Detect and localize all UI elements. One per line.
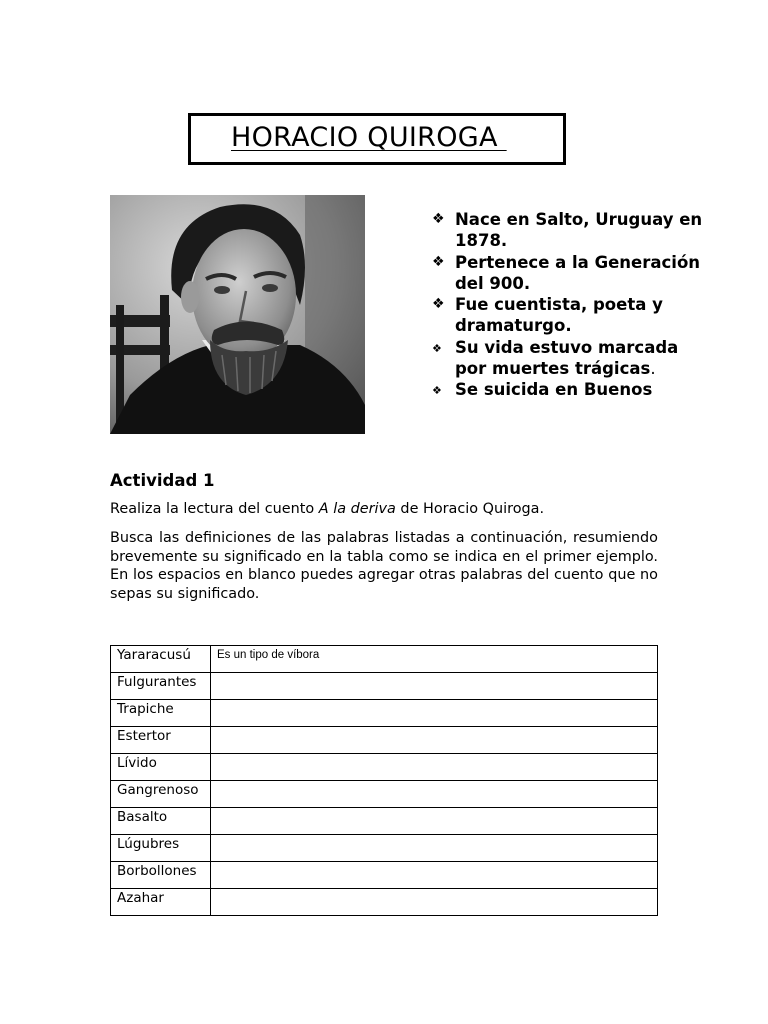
definition-cell[interactable]: Es un tipo de víbora — [211, 646, 658, 673]
table-row — [111, 727, 658, 754]
diamond-bullet-icon: ❖ — [432, 341, 442, 355]
vocabulary-word: Lívido — [111, 754, 211, 781]
diamond-bullet-icon: ❖ — [432, 253, 445, 270]
diamond-bullet-icon: ❖ — [432, 296, 445, 313]
activity-heading: Actividad 1 — [110, 471, 215, 490]
definition-cell[interactable] — [211, 862, 658, 889]
vocabulary-word: Basalto — [111, 808, 211, 835]
biography-list — [432, 209, 712, 417]
vocabulary-table — [110, 645, 658, 916]
vocabulary-word: Gangrenoso — [111, 781, 211, 808]
vocabulary-word: Trapiche — [111, 700, 211, 727]
vocabulary-word: Borbollones — [111, 862, 211, 889]
list-item: ❖ Pertenece a la Generación del 900. — [432, 252, 701, 293]
definition-cell[interactable] — [211, 700, 658, 727]
table-row — [111, 889, 658, 916]
table-row — [111, 700, 658, 727]
list-item: ❖ Fue cuentista, poeta y dramaturgo. — [432, 295, 663, 336]
definition-cell[interactable] — [211, 781, 658, 808]
vocabulary-word: Yararacusú — [111, 646, 211, 673]
activity-instruction: Realiza la lectura del cuento A la deriva de Horacio Quiroga. — [110, 501, 545, 517]
definition-cell[interactable] — [211, 808, 658, 835]
table-row — [111, 646, 658, 673]
list-item: ❖ Se suicida en Buenos — [432, 379, 712, 400]
story-title: A la deriva — [318, 501, 396, 517]
diamond-bullet-icon: ❖ — [432, 384, 442, 398]
table-row — [111, 862, 658, 889]
diamond-bullet-icon: ❖ — [432, 211, 445, 227]
vocabulary-word: Azahar — [111, 889, 211, 916]
page-title: HORACIO QUIROGA — [231, 122, 507, 153]
definition-cell[interactable] — [211, 889, 658, 916]
definition-cell[interactable] — [211, 727, 658, 754]
list-item: ❖ Su vida estuvo marcada por muertes trágicas. — [432, 337, 679, 379]
table-row — [111, 781, 658, 808]
vocabulary-word: Estertor — [111, 727, 211, 754]
list-item: ❖ Nace en Salto, Uruguay en 1878. — [432, 210, 703, 251]
table-row — [111, 754, 658, 781]
author-portrait — [110, 195, 365, 434]
definition-cell[interactable] — [211, 673, 658, 700]
title-box — [188, 113, 566, 165]
table-row — [111, 808, 658, 835]
vocabulary-word: Lúgubres — [111, 835, 211, 862]
table-row — [111, 835, 658, 862]
definition-cell[interactable] — [211, 754, 658, 781]
vocabulary-word: Fulgurantes — [111, 673, 211, 700]
definition-cell[interactable] — [211, 835, 658, 862]
table-row — [111, 673, 658, 700]
activity-description: Busca las definiciones de las palabras listadas a continuación, resumiendo brevemente su significado en la tabla como se indica en el primer ejemplo. En los espacios en blanco puedes agregar otras palabras del cuento que no sepas su significado. — [110, 530, 658, 603]
